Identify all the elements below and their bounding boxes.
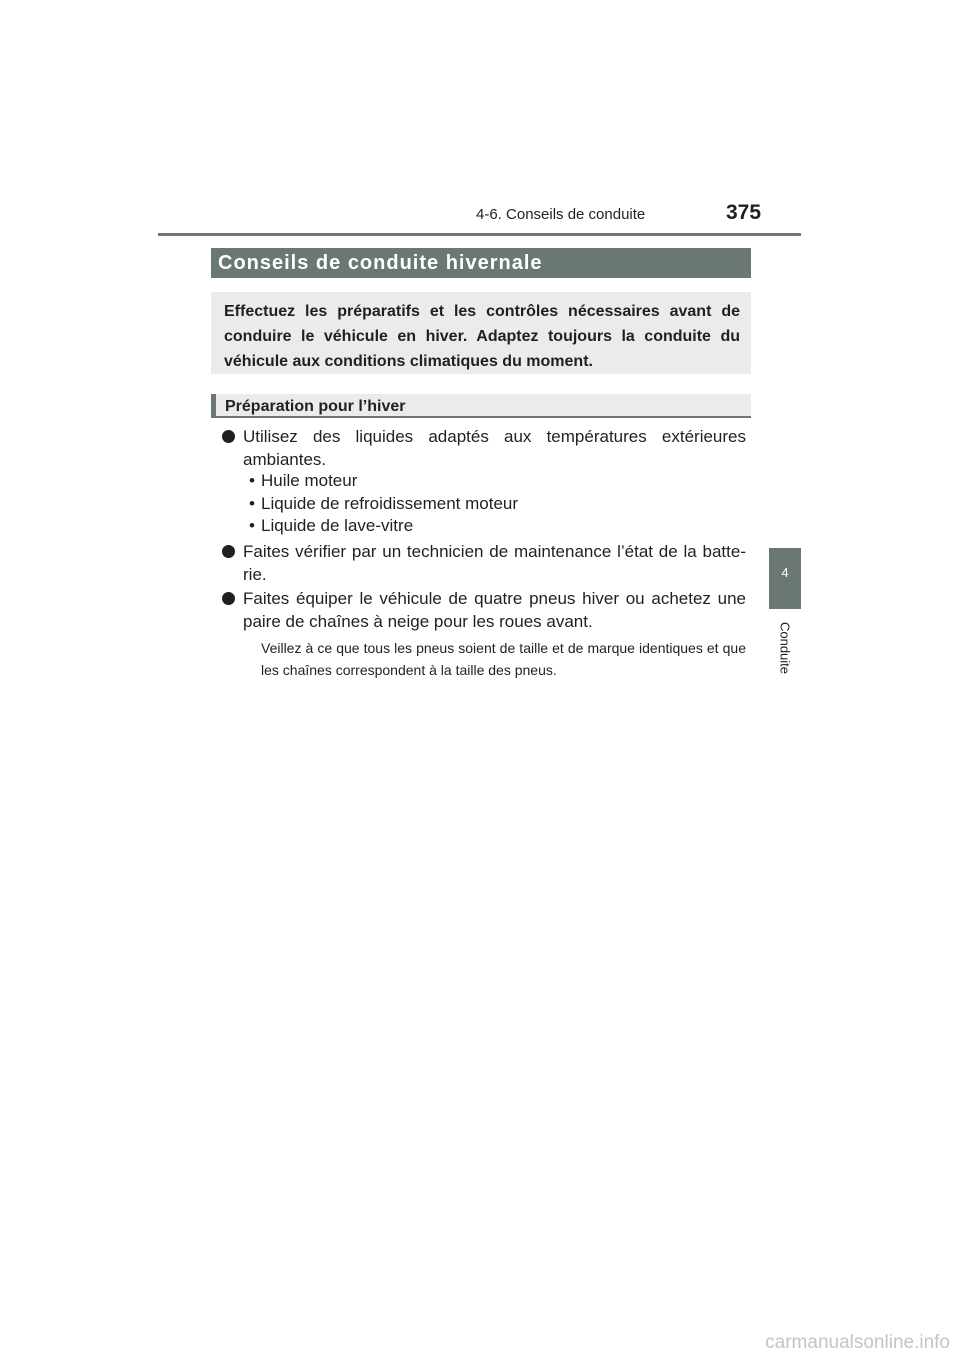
note-text: Veillez à ce que tous les pneus soient de taille et de marque identiques et que les chaînes correspondent à la taille des pneus. [261, 640, 746, 678]
header-rule [158, 233, 801, 236]
bullet-icon [222, 545, 235, 558]
dot-icon: • [249, 516, 255, 535]
list-item [249, 470, 357, 492]
page-title: Conseils de conduite hivernale [218, 251, 543, 274]
bullet-icon [222, 592, 235, 605]
section-reference: 4-6. Conseils de conduite [476, 206, 646, 223]
subheading-text: Préparation pour l’hiver [225, 398, 406, 415]
chapter-tab [769, 548, 801, 609]
list-item-text: Liquide de refroidissement moteur [261, 494, 519, 513]
intro-text: Effectuez les préparatifs et les contrôles nécessaires avant de conduire le véhicule en hiver. Adaptez toujours la conduite du véhicule aux conditions climatiques du moment. [224, 303, 740, 370]
title-bar [211, 248, 751, 278]
dot-icon: • [249, 494, 255, 513]
watermark: carmanualsonline.info [765, 1332, 950, 1353]
subheading-accent [211, 394, 216, 416]
bullet-text: Faites vérifier par un technicien de maintenance l’état de la batte-rie. [243, 542, 746, 584]
bullet-icon [222, 430, 235, 443]
list-item [249, 515, 413, 537]
chapter-number: 4 [781, 565, 789, 580]
subheading [211, 394, 751, 418]
dot-icon: • [249, 471, 255, 490]
chapter-label: Conduite [777, 621, 793, 675]
page-number: 375 [726, 201, 762, 224]
list-item-text: Liquide de lave-vitre [261, 516, 414, 535]
bullet-text: Utilisez des liquides adaptés aux températures extérieures ambiantes. [243, 427, 746, 469]
bullet-item [222, 425, 746, 471]
intro-box [211, 292, 751, 374]
list-item [249, 493, 518, 515]
bullet-item [222, 587, 746, 633]
bullet-text: Faites équiper le véhicule de quatre pneus hiver ou achetez une paire de chaînes à neige pour les roues avant. [243, 589, 746, 631]
bullet-item [222, 540, 746, 586]
list-item-text: Huile moteur [261, 471, 358, 490]
